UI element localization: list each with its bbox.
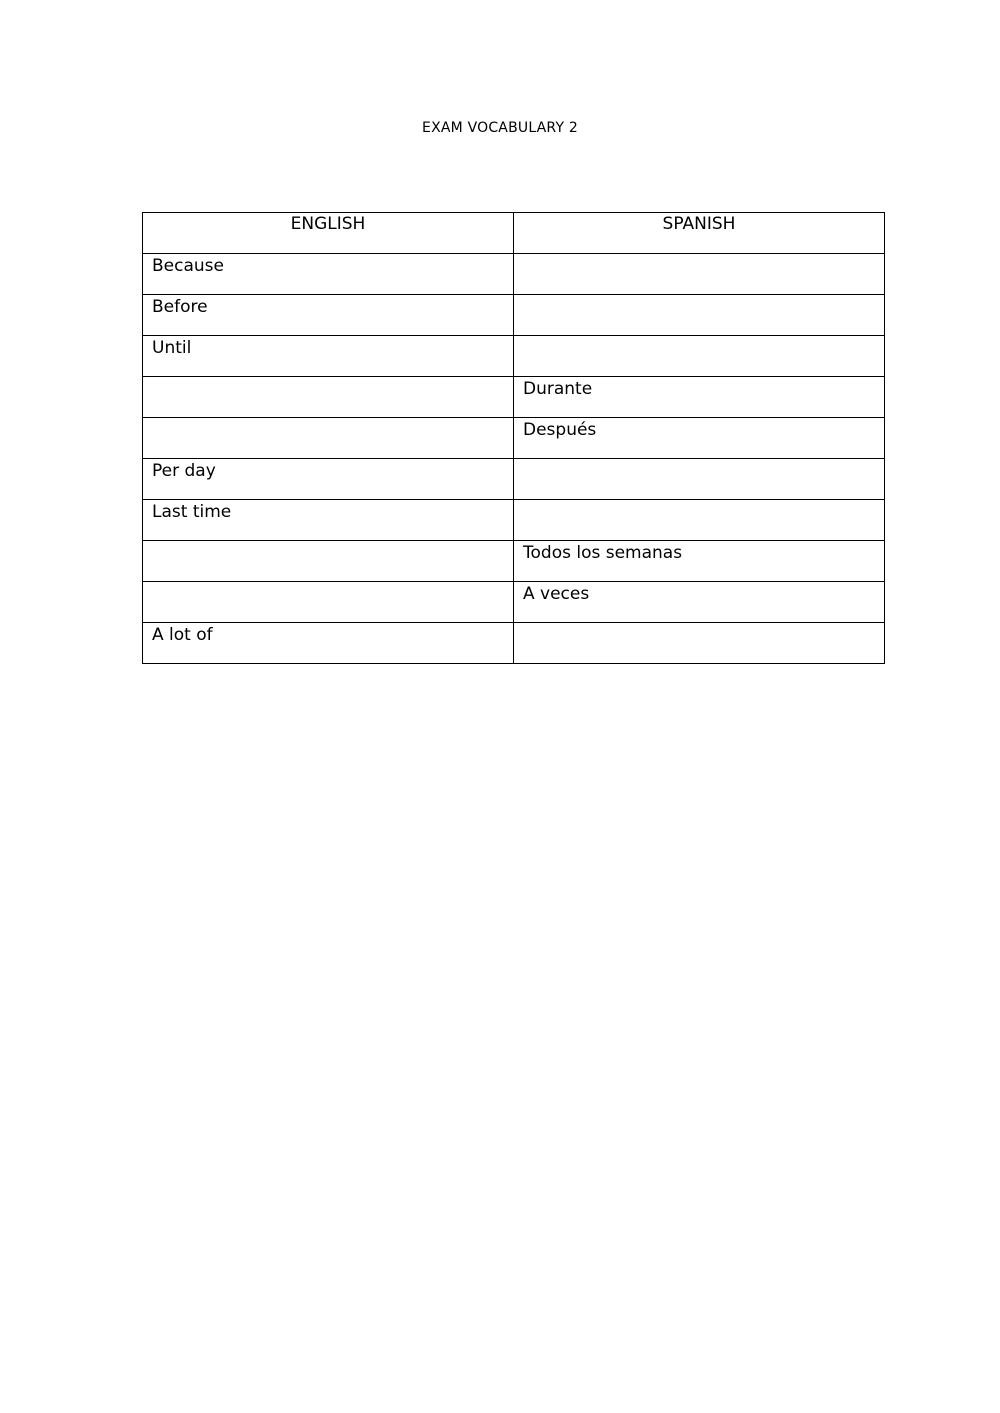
cell-spanish[interactable]: Durante <box>514 377 885 418</box>
cell-english[interactable]: Per day <box>143 459 514 500</box>
header-english: ENGLISH <box>143 213 514 254</box>
table-row <box>143 254 885 295</box>
cell-spanish[interactable]: Después <box>514 418 885 459</box>
cell-spanish[interactable] <box>514 254 885 295</box>
header-spanish: SPANISH <box>514 213 885 254</box>
cell-english[interactable]: A lot of <box>143 623 514 664</box>
cell-spanish[interactable] <box>514 500 885 541</box>
cell-english[interactable]: Until <box>143 336 514 377</box>
cell-english[interactable] <box>143 541 514 582</box>
table-row <box>143 623 885 664</box>
table-row <box>143 418 885 459</box>
cell-spanish[interactable] <box>514 336 885 377</box>
vocabulary-table <box>142 212 885 664</box>
table-row <box>143 295 885 336</box>
cell-spanish[interactable]: Todos los semanas <box>514 541 885 582</box>
page-title: EXAM VOCABULARY 2 <box>422 120 578 136</box>
cell-spanish[interactable] <box>514 459 885 500</box>
cell-english[interactable]: Before <box>143 295 514 336</box>
cell-spanish[interactable] <box>514 295 885 336</box>
cell-english[interactable] <box>143 418 514 459</box>
table-row <box>143 500 885 541</box>
table-header-row <box>143 213 885 254</box>
table-row <box>143 377 885 418</box>
table-row <box>143 582 885 623</box>
table-row <box>143 336 885 377</box>
table-row <box>143 459 885 500</box>
table-row <box>143 541 885 582</box>
cell-english[interactable]: Because <box>143 254 514 295</box>
cell-english[interactable] <box>143 582 514 623</box>
cell-spanish[interactable] <box>514 623 885 664</box>
cell-english[interactable]: Last time <box>143 500 514 541</box>
cell-spanish[interactable]: A veces <box>514 582 885 623</box>
cell-english[interactable] <box>143 377 514 418</box>
